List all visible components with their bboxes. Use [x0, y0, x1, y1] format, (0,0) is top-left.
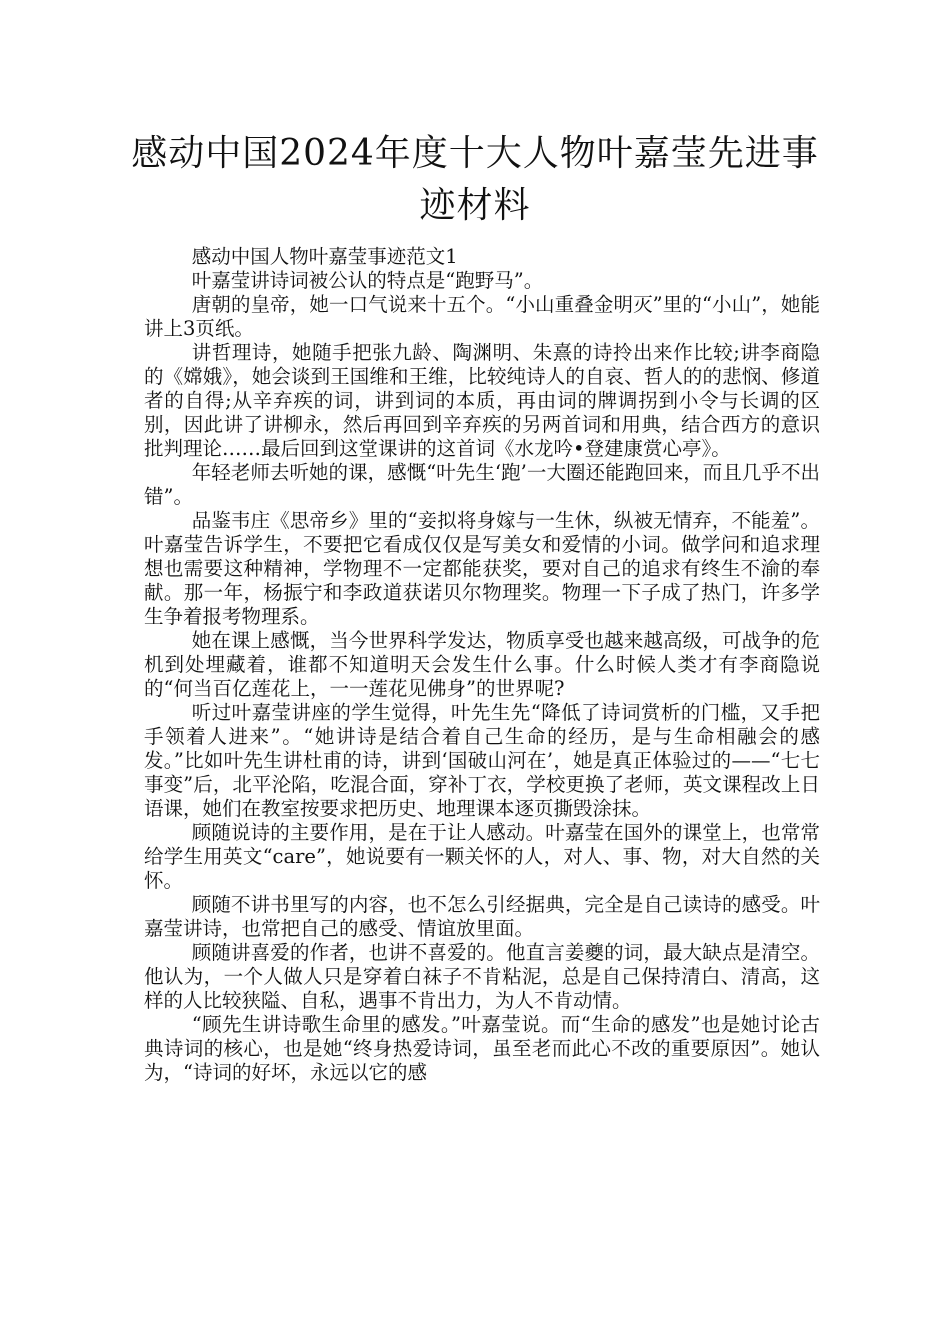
paragraph: 叶嘉莹讲诗词被公认的特点是“跑野马”。	[191, 269, 544, 292]
paragraph: 顾随说诗的主要作用，是在于让人感动。叶嘉莹在国外的课堂上，也常常给学生用英文“care”，她说要有一颗关怀的人，对人、事、物，对大自然的关怀。	[144, 821, 820, 892]
paragraph: 唐朝的皇帝，她一口气说来十五个。“小山重叠金明灭”里的“小山”，她能讲上3页纸。	[144, 293, 820, 340]
paragraph: 顾随不讲书里写的内容，也不怎么引经据典，完全是自己读诗的感受。叶嘉莹讲诗，也常把自己的感受、情谊放里面。	[144, 893, 820, 940]
paragraph: “顾先生讲诗歌生命里的感发。”叶嘉莹说。而“生命的感发”也是她讨论古典诗词的核心，也是她“终身热爱诗词，虽至老而此心不改的重要原因”。她认为，“诗词的好坏，永远以它的感	[144, 1013, 820, 1084]
paragraph: 品鉴韦庄《思帝乡》里的“妾拟将身嫁与一生休，纵被无情弃，不能羞”。叶嘉莹告诉学生，不要把它看成仅仅是写美女和爱情的小词。做学问和追求理想也需要这种精神，学物理不一定都能获奖，要对自己的追求有终生不渝的奉献。那一年，杨振宁和李政道获诺贝尔物理奖。物理一下子成了热门，许多学生争着报考物理系。	[144, 509, 820, 628]
section-subtitle: 感动中国人物叶嘉莹事迹范文1	[191, 245, 458, 268]
paragraph: 顾随讲喜爱的作者，也讲不喜爱的。他直言姜夔的词，最大缺点是清空。他认为，一个人做人只是穿着白袜子不肯粘泥，总是自己保持清白、清高，这样的人比较狭隘、自私，遇事不肯出力，为人不肯动情。	[144, 941, 820, 1012]
paragraph: 年轻老师去听她的课，感慨“叶先生‘跑’一大圈还能跑回来，而且几乎不出错”。	[144, 461, 820, 508]
document-title: 感动中国2024年度十大人物叶嘉莹先进事迹材料	[131, 133, 819, 226]
paragraph: 讲哲理诗，她随手把张九龄、陶渊明、朱熹的诗拎出来作比较;讲李商隐的《嫦娥》，她会谈到王国维和王维，比较纯诗人的自哀、哲人的的悲悯、修道者的自得;从辛弃疾的词，讲到词的本质，再由词的牌调拐到小令与长调的区别，因此讲了讲柳永，然后再回到辛弃疾的另两首词和用典，结合西方的意识批判理论……最后回到这堂课讲的这首词《水龙吟•登建康赏心亭》。	[144, 341, 820, 460]
document-body	[144, 245, 820, 1085]
paragraph: 听过叶嘉莹讲座的学生觉得，叶先生先“降低了诗词赏析的门槛，又手把手领着人进来”。“她讲诗是结合着自己生命的经历，是与生命相融会的感发。”比如叶先生讲杜甫的诗，讲到‘国破山河在’，她是真正体验过的——“七七事变”后，北平沦陷，吃混合面，穿补丁衣，学校更换了老师，英文课程改上日语课，她们在教室按要求把历史、地理课本逐页撕毁涂抹。	[144, 701, 820, 820]
paragraph: 她在课上感慨，当今世界科学发达，物质享受也越来越高级，可战争的危机到处埋藏着，谁都不知道明天会发生什么事。什么时候人类才有李商隐说的“何当百亿莲花上，一一莲花见佛身”的世界呢?	[144, 629, 820, 700]
